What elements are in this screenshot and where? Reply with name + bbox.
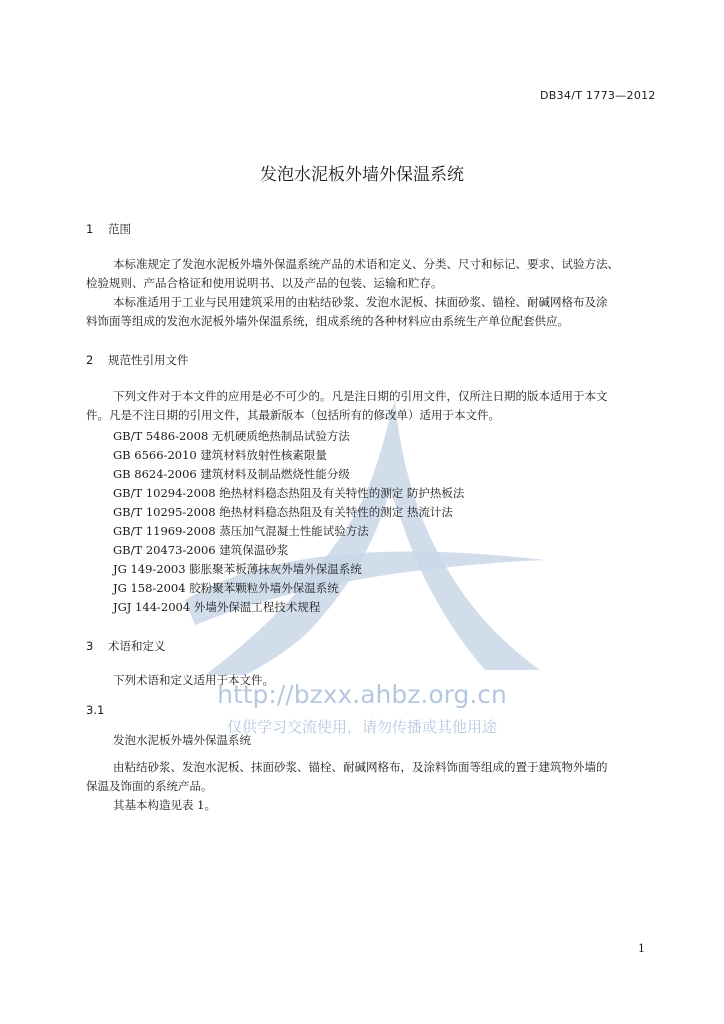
reference-item: GB 6566-2010 建筑材料放射性核素限量: [113, 448, 327, 462]
reference-item: JG 149-2003 膨胀聚苯板薄抹灰外墙外保温系统: [113, 562, 362, 576]
reference-item: GB/T 10294-2008 绝热材料稳态热阻及有关特性的测定 防护热板法: [113, 486, 465, 500]
section-title: 范围: [108, 222, 131, 236]
paragraph-line: 下列文件对于本文件的应用是必不可少的。凡是注日期的引用文件，仅所注日期的版本适用于本文: [113, 389, 608, 403]
page-number: 1: [638, 942, 645, 955]
reference-item: GB/T 5486-2008 无机硬质绝热制品试验方法: [113, 429, 350, 443]
reference-item: GB/T 10295-2008 绝热材料稳态热阻及有关特性的测定 热流计法: [113, 505, 453, 519]
section-title: 术语和定义: [108, 639, 166, 653]
paragraph-line: 检验规则、产品合格证和使用说明书、以及产品的包装、运输和贮存。: [86, 276, 443, 290]
section-number: 1: [86, 222, 94, 236]
watermark-note: 仅供学习交流使用，请勿传播或其他用途: [226, 718, 497, 736]
standard-code: DB34/T 1773—2012: [540, 89, 656, 102]
section-1-heading: [86, 221, 131, 237]
section-number: 3: [86, 639, 94, 653]
subsection-number: 3.1: [86, 703, 105, 717]
document-title: 发泡水泥板外墙外保温系统: [260, 165, 464, 185]
paragraph-line: 件。凡是不注日期的引用文件，其最新版本（包括所有的修改单）适用于本文件。: [86, 408, 500, 422]
section-title: 规范性引用文件: [108, 353, 189, 367]
section-2-heading: [86, 352, 189, 368]
paragraph-line: 下列术语和定义适用于本文件。: [113, 673, 274, 687]
paragraph-line: 料饰面等组成的发泡水泥板外墙外保温系统，组成系统的各种材料应由系统生产单位配套供应。: [86, 314, 569, 328]
reference-item: GB/T 20473-2006 建筑保温砂浆: [113, 543, 289, 557]
reference-item: JGJ 144-2004 外墙外保温工程技术规程: [113, 600, 321, 614]
paragraph-line: 其基本构造见表 1。: [113, 798, 216, 812]
watermark-url: http://bzxx.ahbz.org.cn: [217, 680, 507, 709]
paragraph-line: 本标准规定了发泡水泥板外墙外保温系统产品的术语和定义、分类、尺寸和标记、要求、试验方法、: [113, 257, 619, 271]
section-number: 2: [86, 353, 94, 367]
reference-item: JG 158-2004 胶粉聚苯颗粒外墙外保温系统: [113, 581, 339, 595]
paragraph-line: 由粘结砂浆、发泡水泥板、抹面砂浆、锚栓、耐碱网格布，及涂料饰面等组成的置于建筑物外墙的: [113, 760, 608, 774]
reference-item: GB 8624-2006 建筑材料及制品燃烧性能分级: [113, 467, 350, 481]
paragraph-line: 本标准适用于工业与民用建筑采用的由粘结砂浆、发泡水泥板、抹面砂浆、锚栓、耐碱网格布及涂: [113, 295, 608, 309]
term-title: 发泡水泥板外墙外保温系统: [113, 733, 251, 747]
paragraph-line: 保温及饰面的系统产品。: [86, 779, 213, 793]
section-3-heading: [86, 638, 166, 654]
reference-item: GB/T 11969-2008 蒸压加气混凝土性能试验方法: [113, 524, 369, 538]
